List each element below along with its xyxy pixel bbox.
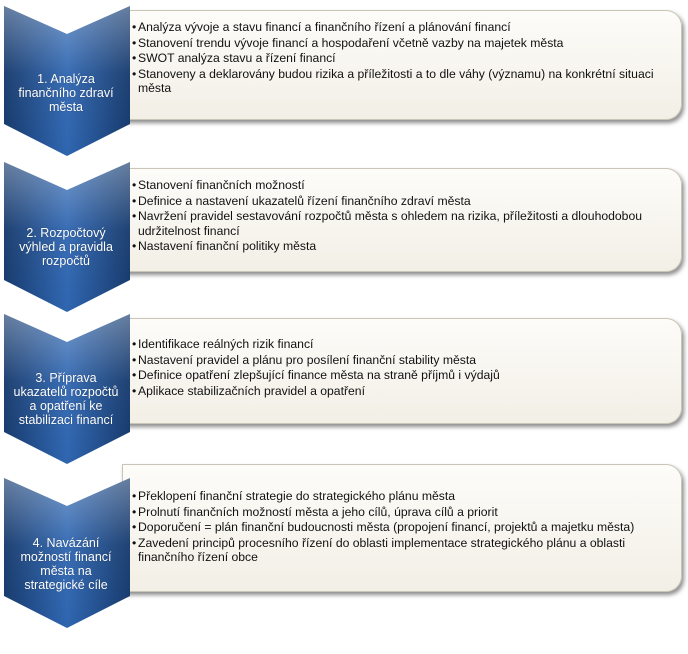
step-2-panel	[122, 168, 682, 272]
list-item: • Doporučení = plán finanční budoucnosti města (propojení financí, projektů a majetku města)	[132, 520, 671, 535]
step-3-list	[123, 319, 681, 398]
step-3-panel	[122, 318, 682, 424]
list-item: • Stanoveny a deklarovány budou rizika a příležitosti a to dle váhy (významu) na konkrétní situaci města	[132, 67, 671, 96]
step-2-list	[123, 169, 681, 254]
list-item: • Překlopení finanční strategie do strategického plánu města	[132, 489, 671, 504]
list-item: • Nastavení pravidel a plánu pro posílení finanční stability města	[132, 353, 671, 368]
list-item: • Identifikace reálných rizik financí	[132, 337, 671, 352]
list-item: • Stanovení finančních možností	[132, 178, 671, 193]
list-item: • SWOT analýza stavu a řízení financí	[132, 51, 671, 66]
step-4-chevron	[4, 478, 130, 630]
step-1-list	[123, 11, 681, 96]
step-1-chevron	[4, 6, 130, 158]
list-item: • Stanovení trendu vývoje financí a hospodaření včetně vazby na majetek města	[132, 36, 671, 51]
list-item: • Definice a nastavení ukazatelů řízení finančního zdraví města	[132, 194, 671, 209]
step-2-chevron	[4, 162, 130, 314]
step-4-panel	[122, 464, 682, 592]
list-item: • Analýza vývoje a stavu financí a finančního řízení a plánování financí	[132, 20, 671, 35]
list-item: • Definice opatření zlepšující finance města na straně příjmů i výdajů	[132, 368, 671, 383]
list-item: • Zavedení principů procesního řízení do oblasti implementace strategického plánu a oblasti finančního řízení obce	[132, 536, 671, 565]
step-3-label: 3. Příprava ukazatelů rozpočtů a opatření ke stabilizaci financí	[13, 371, 119, 427]
list-item: • Navržení pravidel sestavování rozpočtů města s ohledem na rizika, příležitosti a dlouhodobou udržitelnost financí	[132, 209, 671, 238]
step-4-label: 4. Navázání možností financí města na strategické cíle	[20, 536, 112, 592]
step-1-label: 1. Analýza finančního zdraví města	[18, 72, 114, 114]
list-item: • Aplikace stabilizačních pravidel a opatření	[132, 384, 671, 399]
step-2-label: 2. Rozpočtový výhled a pravidla rozpočtů	[19, 226, 113, 268]
step-3-chevron	[4, 314, 130, 466]
list-item: • Nastavení finanční politiky města	[132, 239, 671, 254]
step-1-panel	[122, 10, 682, 120]
list-item: • Prolnutí finančních možností města a jeho cílů, úprava cílů a priorit	[132, 505, 671, 520]
step-4-list	[123, 465, 681, 565]
